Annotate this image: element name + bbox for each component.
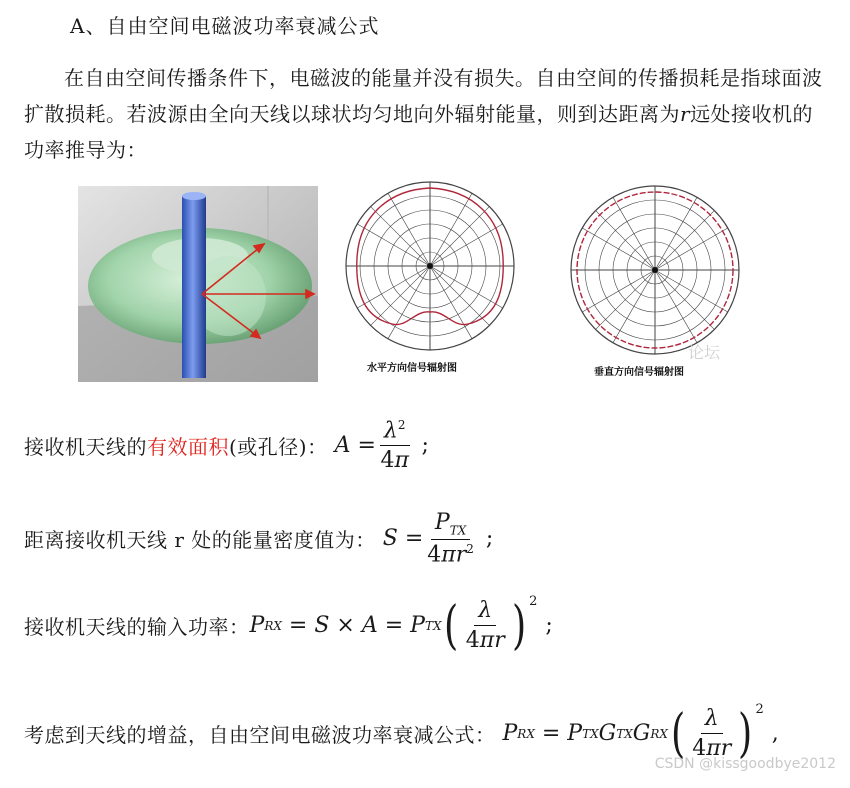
intro-text-part1: 在自由空间传播条件下，电磁波的能量并没有损失。自由空间的传播损耗是指球面波扩散损耗。若波源由全向天线以球状均匀地向外辐射能量，则到达距离为 xyxy=(24,66,823,126)
aperture-label-prefix: 接收机天线的 xyxy=(24,435,147,460)
density-label: 距离接收机天线 r 处的能量密度值为： xyxy=(24,528,376,553)
aperture-label-suffix: (或孔径)： xyxy=(229,435,328,460)
gain-formula-row xyxy=(24,702,779,764)
intro-text-part2: 远处接收机的功率推导为： xyxy=(24,102,814,162)
distance-variable: r xyxy=(680,102,691,126)
input-power-formula-row xyxy=(24,594,553,656)
input-power-label: 接收机天线的输入功率： xyxy=(24,615,250,639)
density-formula: S = $\frac{P_{TX}}{4\pi r^2}$ ; xyxy=(375,510,494,568)
antenna-radiation-figure xyxy=(78,186,318,382)
figure-overlay-text: 论坛 xyxy=(688,343,721,362)
density-formula-row xyxy=(24,510,493,568)
gain-label: 考虑到天线的增益，自由空间电磁波功率衰减公式： xyxy=(24,723,496,747)
aperture-highlight: 有效面积 xyxy=(147,435,229,460)
aperture-formula-row xyxy=(24,418,429,473)
gain-formula: P RX = P TX G TX G RX ( $\frac{\lambda}{4\pi r}$ ) 2 , xyxy=(495,702,779,764)
horizontal-radiation-polar-chart xyxy=(333,178,533,383)
section-heading: A、自由空间电磁波功率衰减公式 xyxy=(70,14,380,38)
horizontal-chart-caption: 水平方向信号辐射图 xyxy=(367,363,457,374)
vertical-radiation-polar-chart xyxy=(558,178,758,383)
aperture-formula: A = $\frac{\lambda^2}{4\pi}$ ; xyxy=(327,418,429,474)
input-power-formula: P RX = S × A = P TX ( $\frac{\lambda}{4\pi r}$ ) 2 ; xyxy=(249,594,553,656)
vertical-chart-caption: 垂直方向信号辐射图 xyxy=(594,367,684,378)
csdn-watermark: CSDN @kissgoodbye2012 xyxy=(654,756,836,772)
intro-paragraph xyxy=(24,60,824,168)
